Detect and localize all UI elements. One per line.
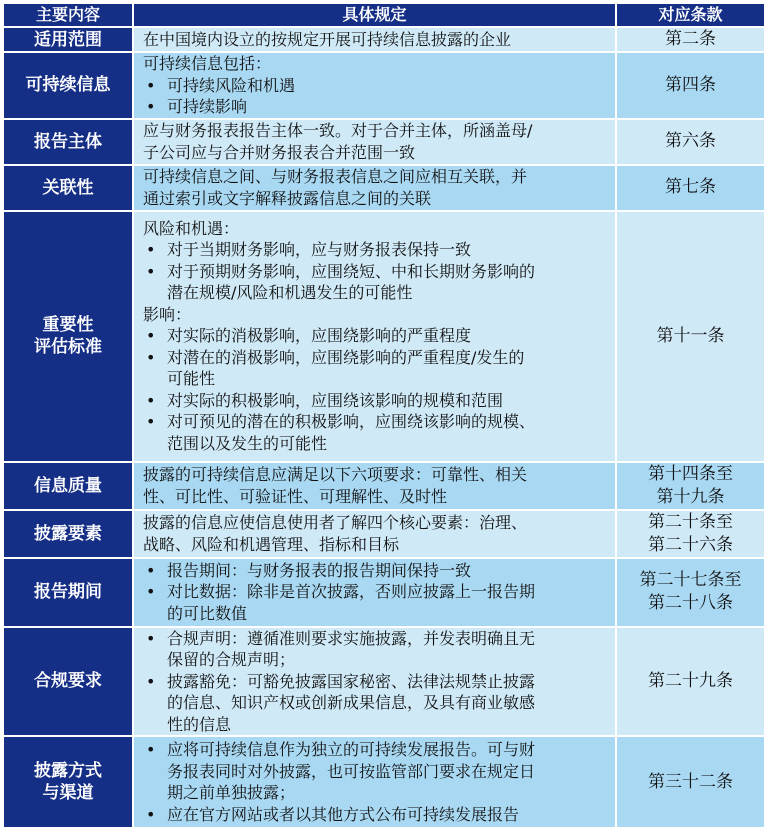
row-ref [616,119,765,165]
row-detail [133,119,616,165]
row-ref [616,27,765,52]
row-topic [3,510,133,558]
detail-text: 披露的可持续信息应满足以下六项要求：可靠性、相关 [143,465,528,484]
detail-text: 披露的信息应使信息使用者了解四个核心要素：治理、 [143,513,528,532]
table-row [3,52,765,119]
row-topic [3,627,133,737]
table-row [3,165,765,211]
bullet-item [143,390,611,412]
bullet-text: • 对实际的消极影响，应围绕影响的严重程度 [167,326,472,346]
bullet-text: • 对比数据：除非是首次披露，否则应披露上一报告期 [167,582,536,602]
bullet-item [143,75,611,97]
bullet-text: • 应将可持续信息作为独立的可持续发展报告。可与财 [167,740,536,759]
bullet-text: • 报告期间：与财务报表的报告期间保持一致 [167,560,472,580]
row-topic [3,211,133,462]
topic-text: 重要性 [42,315,94,335]
row-detail [133,736,616,828]
bullet-text: • 合规声明：遵循准则要求实施披露，并发表明确且无 [167,628,536,648]
detail-text: 可持续信息之间、与财务报表信息之间应相互关联，并 [143,167,528,186]
detail-text: 应与财务报表报告主体一致。对于合并主体，所涵盖母/ [143,121,533,140]
header-topic: 主要内容 [3,3,133,27]
header-ref: 对应条款 [616,3,765,27]
topic-text: 与渠道 [42,783,94,803]
bullet-text: 范围以及发生的可能性 [167,433,328,453]
bullet-text: • 对于当期财务影响，应与财务报表保持一致 [167,240,472,260]
row-detail [133,52,616,119]
row-topic [3,27,133,52]
ref-text: 第二十九条 [648,670,733,691]
table-row [3,510,765,558]
row-topic [3,462,133,510]
bullet-text: • 可持续风险和机遇 [167,75,296,95]
row-topic [3,119,133,165]
ref-text: 第二十六条 [648,534,733,555]
bullet-item [143,411,611,454]
detail-text: 通过索引或文字解释披露信息之间的关联 [143,188,432,208]
row-ref [616,462,765,510]
detail-text: 战略、风险和机遇管理、指标和目标 [143,534,400,554]
table-row [3,558,765,627]
header-row [3,3,765,27]
bullet-text: • 可持续影响 [167,97,248,116]
bullet-text: 性的信息 [167,714,232,734]
bullet-item [143,581,611,624]
detail-text: 影响： [143,304,192,324]
topic-text: 合规要求 [34,671,102,692]
bullet-item [143,739,611,804]
bullet-text: 的信息、知识产权或创新成果信息，及具有商业敏感 [167,693,536,712]
ref-text: 第十四条至 [648,463,733,484]
row-topic [3,165,133,211]
row-detail [133,211,616,462]
topic-text: 披露方式 [34,761,102,781]
row-detail [133,558,616,627]
bullet-text: • 对于预期财务影响，应围绕短、中和长期财务影响的 [167,261,536,281]
row-ref [616,558,765,627]
topic-text: 适用范围 [34,29,102,50]
bullet-item [143,261,611,304]
bullet-item [143,347,611,390]
row-ref [616,52,765,119]
topic-text: 可持续信息 [25,75,111,96]
bullet-text: 的可比数值 [167,603,248,623]
topic-text: 评估标准 [34,337,102,357]
bullet-text: 可能性 [167,369,216,389]
row-detail [133,462,616,510]
row-detail [133,165,616,211]
ref-text: 第七条 [665,177,716,197]
bullet-text: • 应在官方网站或者以其他方式公布可持续发展报告 [167,804,520,824]
ref-text: 第二条 [665,29,716,49]
detail-text: 子公司应与合并财务报表合并范围一致 [143,142,416,162]
detail-text: 风险和机遇： [143,218,240,238]
table-row [3,462,765,510]
row-ref [616,211,765,462]
ref-text: 第四条 [665,74,716,95]
topic-text: 披露要素 [34,523,102,544]
table-row [3,736,765,828]
row-topic [3,52,133,119]
row-detail [133,27,616,52]
bullet-item [143,96,611,118]
topic-text: 报告主体 [34,131,102,152]
topic-text: 关联性 [42,177,94,198]
row-detail [133,510,616,558]
ref-text: 第二十条至 [648,511,733,532]
ref-text: 第十九条 [656,486,725,507]
row-ref [616,736,765,828]
table-row [3,119,765,165]
bullet-item [143,671,611,736]
ref-text: 第十一条 [656,325,725,346]
bullet-text: 潜在规模/风险和机遇发生的可能性 [167,283,413,303]
regulation-table [2,2,766,829]
topic-text: 信息质量 [34,475,102,496]
table-row [3,211,765,462]
bullet-item [143,239,611,261]
table-row [3,27,765,52]
ref-text: 第二十七条至 [639,570,742,590]
row-topic [3,558,133,627]
detail-text: 可持续信息包括： [143,54,272,73]
bullet-text: • 对可预见的潜在的积极影响，应围绕该影响的规模、 [167,412,536,432]
row-topic [3,736,133,828]
row-detail [133,627,616,737]
header-detail: 具体规定 [133,3,616,27]
ref-text: 第三十二条 [648,771,733,792]
bullet-item [143,560,611,582]
bullet-text: • 对潜在的消极影响，应围绕影响的严重程度/发生的 [167,347,525,367]
bullet-item [143,325,611,347]
ref-text: 第六条 [665,131,716,151]
detail-text: 在中国境内设立的按规定开展可持续信息披露的企业 [143,29,512,49]
row-ref [616,627,765,737]
bullet-item [143,628,611,671]
bullet-text: 保留的合规声明； [167,650,296,669]
row-ref [616,510,765,558]
bullet-text: • 对实际的积极影响，应围绕该影响的规模和范围 [167,390,504,410]
bullet-text: 期之前单独披露； [167,783,296,802]
bullet-item [143,804,611,826]
table-row [3,627,765,737]
bullet-text: • 披露豁免：可豁免披露国家秘密、法律法规禁止披露 [167,671,536,691]
bullet-text: 务报表同时对外披露，也可按监管部门要求在规定日 [167,761,536,781]
ref-text: 第二十八条 [648,593,733,613]
detail-text: 性、可比性、可验证性、可理解性、及时性 [143,486,448,506]
topic-text: 报告期间 [34,582,102,602]
row-ref [616,165,765,211]
